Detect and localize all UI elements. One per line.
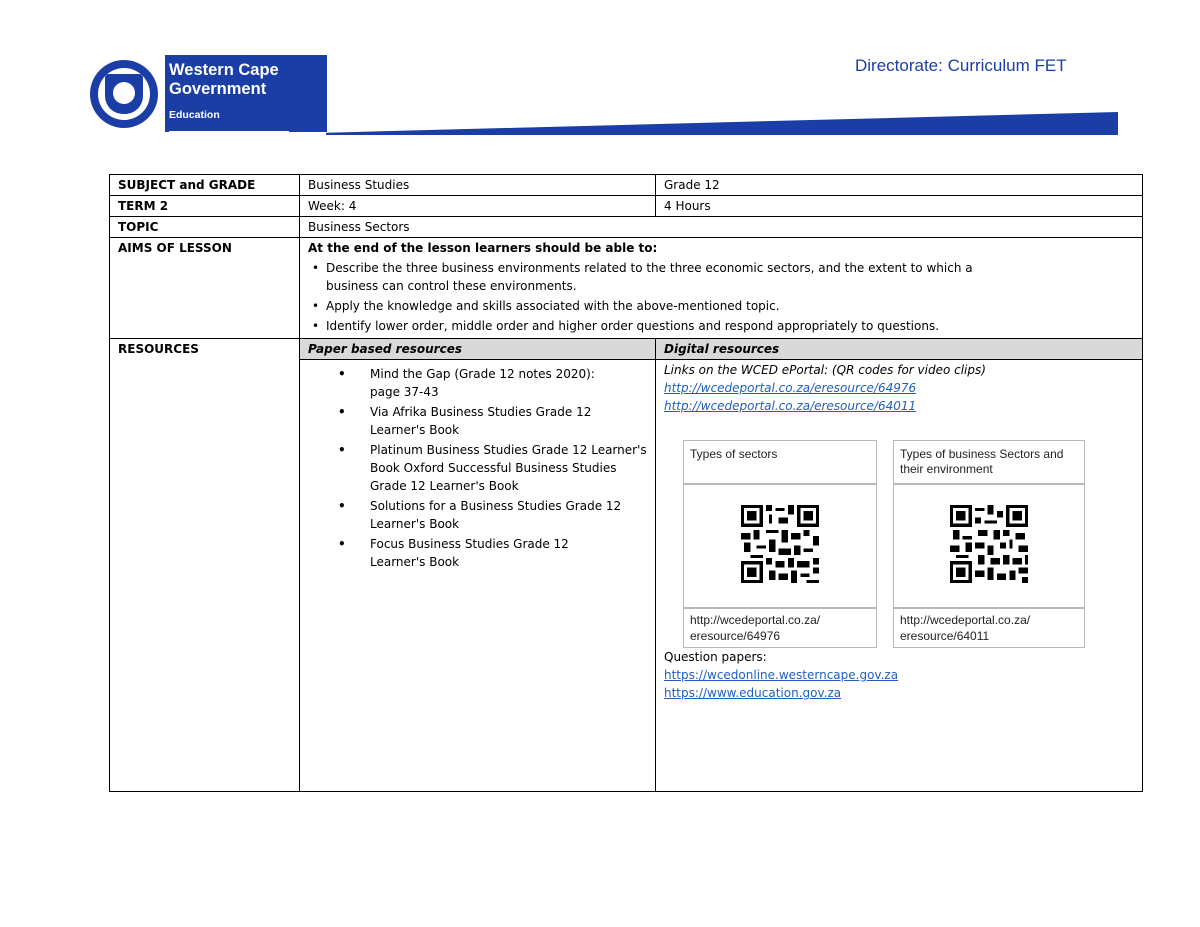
logo-title: Western Cape Government	[169, 61, 279, 98]
logo-subtitle: Education	[169, 109, 220, 121]
topic-value: Business Sectors	[300, 217, 1143, 238]
hours-value: 4 Hours	[656, 196, 1143, 217]
paper-resources-heading: Paper based resources	[300, 339, 656, 360]
list-item: • Identify lower order, middle order and higher order questions and respond appropriately to questions.	[308, 317, 1134, 335]
qr-card-url	[900, 612, 1078, 644]
wcg-logo	[87, 55, 327, 132]
header-band	[326, 112, 1118, 135]
qr-card[interactable]	[893, 440, 1085, 648]
list-item: • Mind the Gap (Grade 12 notes 2020): page 37-43	[308, 365, 647, 401]
qr-url-line: eresource/64011	[900, 629, 990, 643]
qr-card-divider	[894, 483, 1084, 485]
table-row	[110, 238, 1143, 339]
qr-card-caption: Types of sectors	[690, 447, 778, 461]
books-list	[308, 361, 647, 571]
eportal-link-64011[interactable]: http://wcedeportal.co.za/eresource/64011	[664, 399, 917, 413]
paper-resources-cell	[300, 360, 656, 792]
eportal-text: Links on the WCED ePortal: (QR codes for video clips)	[664, 363, 986, 377]
resources-label: RESOURCES	[110, 339, 300, 792]
week-value: Week: 4	[300, 196, 656, 217]
grade-value: Grade 12	[656, 175, 1143, 196]
table-row	[110, 175, 1143, 196]
topic-label: TOPIC	[110, 217, 300, 238]
logo-divider	[169, 131, 289, 132]
qr-code-icon[interactable]	[950, 505, 1028, 583]
education-gov-link[interactable]: https://www.education.gov.za	[664, 686, 842, 700]
aims-heading: At the end of the lesson learners should be able to:	[308, 241, 658, 255]
table-row	[110, 339, 1143, 360]
qr-card-divider	[894, 607, 1084, 609]
qr-card[interactable]	[683, 440, 877, 648]
qr-card-url	[690, 612, 870, 644]
aims-content	[300, 238, 1143, 339]
directorate-title: Directorate: Curriculum FET	[855, 56, 1067, 75]
list-item: • Platinum Business Studies Grade 12 Learner's Book Oxford Successful Business Studies Grade 12 Learner's Book	[308, 441, 647, 495]
list-item: • Describe the three business environments related to the three economic sectors, and the extent to which a business can control these environments.	[308, 259, 1134, 295]
qr-url-line: http://wcedeportal.co.za/	[900, 613, 1031, 627]
list-item: • Via Afrika Business Studies Grade 12 Learner's Book	[308, 403, 647, 439]
qr-url-line: eresource/64976	[690, 629, 781, 643]
list-item: • Solutions for a Business Studies Grade 12 Learner's Book	[308, 497, 647, 533]
coat-of-arms-icon	[87, 55, 165, 132]
table-row	[110, 217, 1143, 238]
qr-url-line: http://wcedeportal.co.za/	[690, 613, 821, 627]
aims-list	[308, 259, 1134, 335]
list-item: • Focus Business Studies Grade 12 Learner's Book	[308, 535, 647, 571]
subject-value: Business Studies	[300, 175, 656, 196]
qr-code-icon[interactable]	[741, 505, 819, 583]
wcedonline-link[interactable]: https://wcedonline.westerncape.gov.za	[664, 668, 899, 682]
digital-resources-heading: Digital resources	[656, 339, 1143, 360]
qr-card-caption: Types of business Sectors and their environment	[900, 447, 1064, 476]
question-papers-label: Question papers:	[664, 650, 767, 664]
table-row	[110, 196, 1143, 217]
qr-card-divider	[684, 483, 876, 485]
qr-card-divider	[684, 607, 876, 609]
aims-label: AIMS OF LESSON	[110, 238, 300, 339]
term-label: TERM 2	[110, 196, 300, 217]
list-item: • Apply the knowledge and skills associated with the above-mentioned topic.	[308, 297, 1134, 315]
eportal-link-64976[interactable]: http://wcedeportal.co.za/eresource/64976	[664, 381, 917, 395]
subject-grade-label: SUBJECT and GRADE	[110, 175, 300, 196]
